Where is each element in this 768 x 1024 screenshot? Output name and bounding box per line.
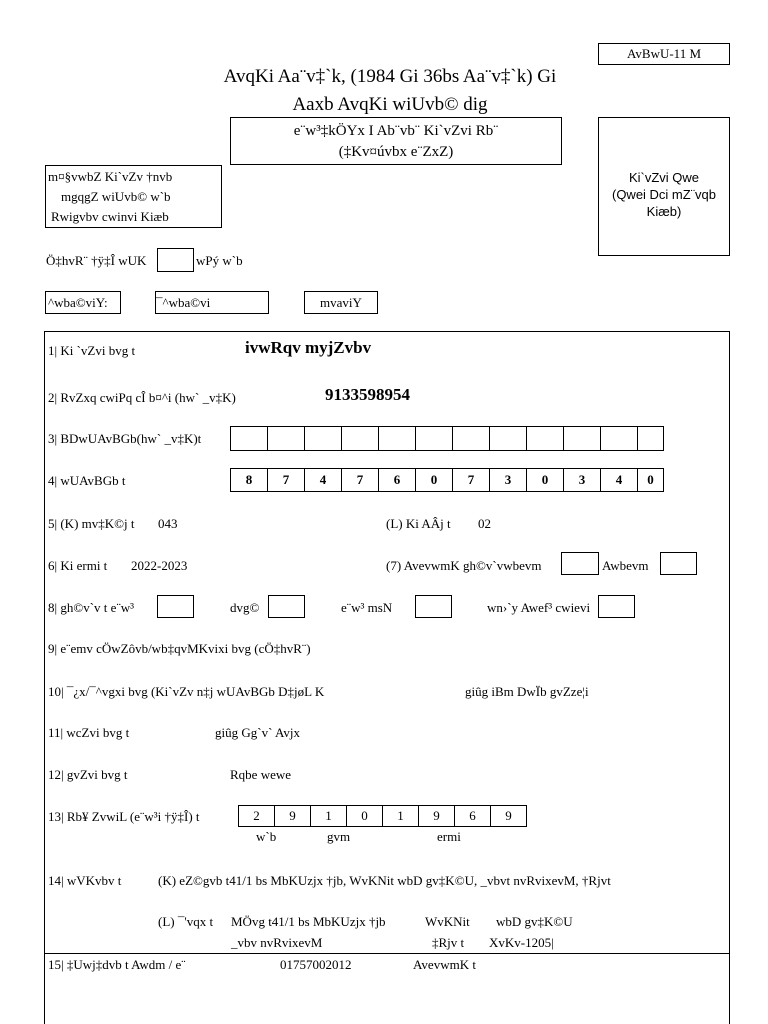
dob-cell[interactable]: 9 (275, 806, 311, 827)
utin-cell[interactable] (638, 427, 664, 451)
status-instruction-suffix: wPý w`b (196, 253, 243, 268)
office-phone-value[interactable]: 01757002012 (280, 957, 352, 972)
utin-cell[interactable] (268, 427, 305, 451)
field-8-label: 8| gh©v`v t e¨w³ (48, 600, 135, 615)
dob-year-label: ermi (437, 829, 461, 844)
utin-cell[interactable] (342, 427, 379, 451)
permanent-address-post-label: WvKNit (425, 914, 470, 929)
utin-cell[interactable] (305, 427, 342, 451)
field-11-label: 11| wcZvi bvg t (48, 725, 130, 740)
tin-cells[interactable] (230, 468, 664, 492)
field-15-label: 15| ‡Uwj‡dvb t Awdm / e¨ (48, 957, 186, 972)
nid-number-value[interactable]: 9133598954 (325, 385, 410, 404)
utin-cell[interactable] (601, 427, 638, 451)
dob-cell[interactable]: 1 (383, 806, 419, 827)
non-resident-checkbox[interactable] (660, 552, 697, 575)
dob-month-label: gvm (327, 829, 351, 844)
form-top-border (44, 331, 730, 332)
form-title-line1: AvqKi Aa¨v‡`k, (1984 Gi 36bs Aa¨v‡`k) Gi (223, 66, 557, 87)
form-title-line2: Aaxb AvqKi wiUvb© dig (292, 94, 488, 115)
permanent-address-district-label: ‡Rjv t (432, 935, 465, 950)
subtitle-line2: (‡Kv¤úvbx e¨ZxZ) (338, 144, 454, 160)
dob-cells[interactable] (238, 805, 527, 827)
tin-cell[interactable]: 8 (231, 469, 268, 492)
utin-cell[interactable] (416, 427, 453, 451)
field-1-label: 1| Ki `vZvi bvg t (48, 343, 136, 358)
tin-cell[interactable]: 4 (305, 469, 342, 492)
tax-year-value[interactable]: 2022-2023 (131, 558, 188, 573)
tin-cell[interactable]: 6 (379, 469, 416, 492)
option-self-assessment-alt[interactable] (155, 291, 269, 314)
field-13-label: 13| Rb¥ ZvwiL (e¨w³i †ÿ‡Î) t (48, 809, 200, 824)
field-10-label: 10| ¯¿x/¯^vgxi bvg (Ki`vZv n‡j wUAvBGb D‡jøL K (48, 684, 325, 699)
utin-cell[interactable] (564, 427, 601, 451)
utin-cell[interactable] (231, 427, 268, 451)
huf-checkbox[interactable] (598, 595, 635, 618)
tin-cell[interactable]: 0 (527, 469, 564, 492)
mother-name-value[interactable]: Rqbe wewe (230, 767, 292, 782)
present-address-value[interactable]: (K) eZ©gvb t41/1 bs MbKUzjx †jb, WvKNit wbD gv‡K©U, _vbvt nvRvixevM, †Rjvt (158, 873, 611, 888)
tin-cell[interactable]: 7 (342, 469, 379, 492)
field-8-firm-label: dvg© (230, 600, 260, 615)
form-left-border (44, 331, 45, 1024)
field-14-label: 14| wVKvbv t (48, 873, 122, 888)
tin-cell[interactable]: 0 (638, 469, 664, 492)
field-8-huf-label: wn›`y Awef³ cwievi (487, 600, 591, 615)
field-12-label: 12| gvZvi bvg t (48, 767, 128, 782)
subtitle-line1: e¨w³‡kÖYx I Ab¨vb¨ Ki`vZvi Rb¨ (293, 123, 499, 139)
tin-cell[interactable]: 7 (453, 469, 490, 492)
tin-cell[interactable]: 3 (564, 469, 601, 492)
option-normal[interactable] (304, 291, 378, 314)
dob-cell[interactable]: 0 (347, 806, 383, 827)
dob-cell[interactable]: 9 (491, 806, 527, 827)
field-4-label: 4| wUAvBGb t (48, 473, 126, 488)
utin-cell[interactable] (453, 427, 490, 451)
aop-checkbox[interactable] (415, 595, 452, 618)
tax-zone-value[interactable]: 02 (478, 516, 491, 531)
field-9-label: 9| e¨emv cÖwZôvb/wb‡qvMKvixi bvg (cÖ‡hvR¨) (48, 641, 311, 656)
form-right-border (729, 331, 730, 1024)
field-6-label: 6| Ki ermi t (48, 558, 108, 573)
dob-cell[interactable]: 9 (419, 806, 455, 827)
tin-cell[interactable]: 7 (268, 469, 305, 492)
dob-day-label: w`b (256, 829, 277, 844)
option-self-assessment-alt-label: ¯^wba©vi (156, 295, 211, 310)
reminder-note-line3: Rwigvbv cwinvi Kiæb (51, 209, 169, 224)
permanent-address-post-value[interactable]: wbD gv‡K©U (496, 914, 573, 929)
circle-value[interactable]: 043 (158, 516, 178, 531)
permanent-address-label: (L) ¯'vqx t (158, 914, 214, 929)
field-7-label2: Awbevm (602, 558, 649, 573)
subtitle-box (230, 117, 562, 165)
field-5b-label: (L) Ki AÂj t (386, 516, 451, 531)
option-self-assessment[interactable] (45, 291, 121, 314)
field-7-label: (7) AvevwmK gh©v`vwbevm (386, 558, 542, 573)
resident-checkbox[interactable] (561, 552, 599, 575)
field-3-label: 3| BDwUAvBGb(hw` _v‡K)t (48, 431, 202, 446)
status-tick-box[interactable] (157, 248, 194, 272)
permanent-address-district-value[interactable]: XvKv-1205| (489, 935, 554, 950)
tin-cell[interactable]: 4 (601, 469, 638, 492)
photo-box-line1: Ki`vZvi Qwe (628, 170, 700, 185)
utin-cell[interactable] (379, 427, 416, 451)
permanent-address-thana[interactable]: _vbv nvRvixevM (231, 935, 323, 950)
photo-box-line3: Kiæb) (646, 204, 682, 219)
reminder-note-line2: mgqgZ wiUvb© w`b (61, 189, 171, 204)
utin-cell[interactable] (490, 427, 527, 451)
tin-cell[interactable]: 3 (490, 469, 527, 492)
spouse-name-value[interactable]: giûg iBm DwÏb gvZze¦i (465, 684, 589, 699)
tin-cell[interactable]: 0 (416, 469, 453, 492)
dob-cell[interactable]: 2 (239, 806, 275, 827)
father-name-value[interactable]: giûg Gg`v` Avjx (215, 725, 300, 740)
field-15-residence-label: AvevwmK t (413, 957, 476, 972)
utin-cells[interactable] (230, 426, 664, 451)
dob-cell[interactable]: 1 (311, 806, 347, 827)
row-15-separator (44, 953, 730, 954)
field-5a-label: 5| (K) mv‡K©j t (48, 516, 135, 531)
photo-box[interactable] (598, 117, 730, 256)
form-code: AvBwU-11 M (626, 46, 702, 61)
photo-box-line2: (Qwei Dci mZ¨vqb (611, 187, 716, 202)
utin-cell[interactable] (527, 427, 564, 451)
reminder-note-line1: m¤§vwbZ Ki`vZv †nvb (48, 169, 173, 184)
reminder-note-box (45, 165, 222, 228)
form-code-box (598, 43, 730, 65)
dob-cell[interactable]: 6 (455, 806, 491, 827)
taxpayer-name-value[interactable]: ivwRqv myjZvbv (245, 338, 372, 357)
field-2-label: 2| RvZxq cwiPq cÎ b¤^i (hw` _v‡K) (48, 390, 236, 405)
option-normal-label: mvaviY (320, 295, 362, 310)
field-8-aop-label: e¨w³ msN (341, 600, 393, 615)
option-self-assessment-label: ^wba©viY: (48, 295, 108, 310)
firm-checkbox[interactable] (268, 595, 305, 618)
permanent-address-line1[interactable]: MÖvg t41/1 bs MbKUzjx †jb (231, 914, 386, 929)
status-instruction-prefix: Ö‡hvR¨ †ÿ‡Î wUK (46, 253, 147, 268)
individual-checkbox[interactable] (157, 595, 194, 618)
